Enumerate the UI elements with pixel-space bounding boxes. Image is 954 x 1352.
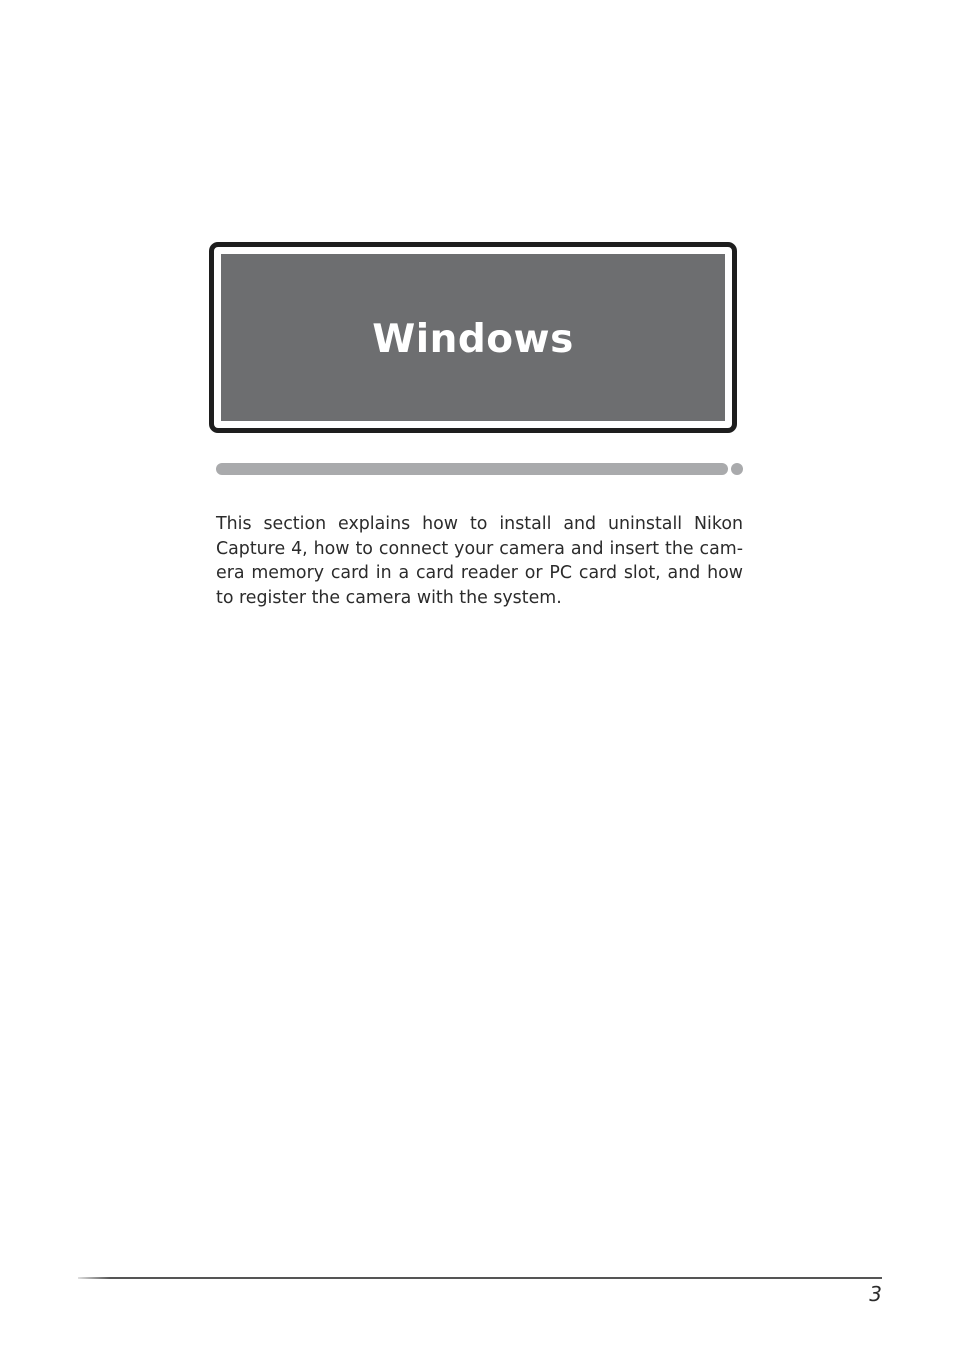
section-divider-bar	[216, 463, 728, 475]
section-title-panel	[221, 254, 725, 421]
section-divider-dot	[731, 463, 743, 475]
section-title-frame	[209, 242, 737, 433]
page-number: 3	[869, 1282, 882, 1306]
section-intro-paragraph: This section explains how to install and uninstall Nikon Capture 4, how to connect your camera and insert the camera memory card in a card reader or PC card slot, and how to register the camera with the system.	[216, 514, 743, 608]
section-title: Windows	[372, 317, 574, 362]
footer-rule	[78, 1277, 882, 1279]
